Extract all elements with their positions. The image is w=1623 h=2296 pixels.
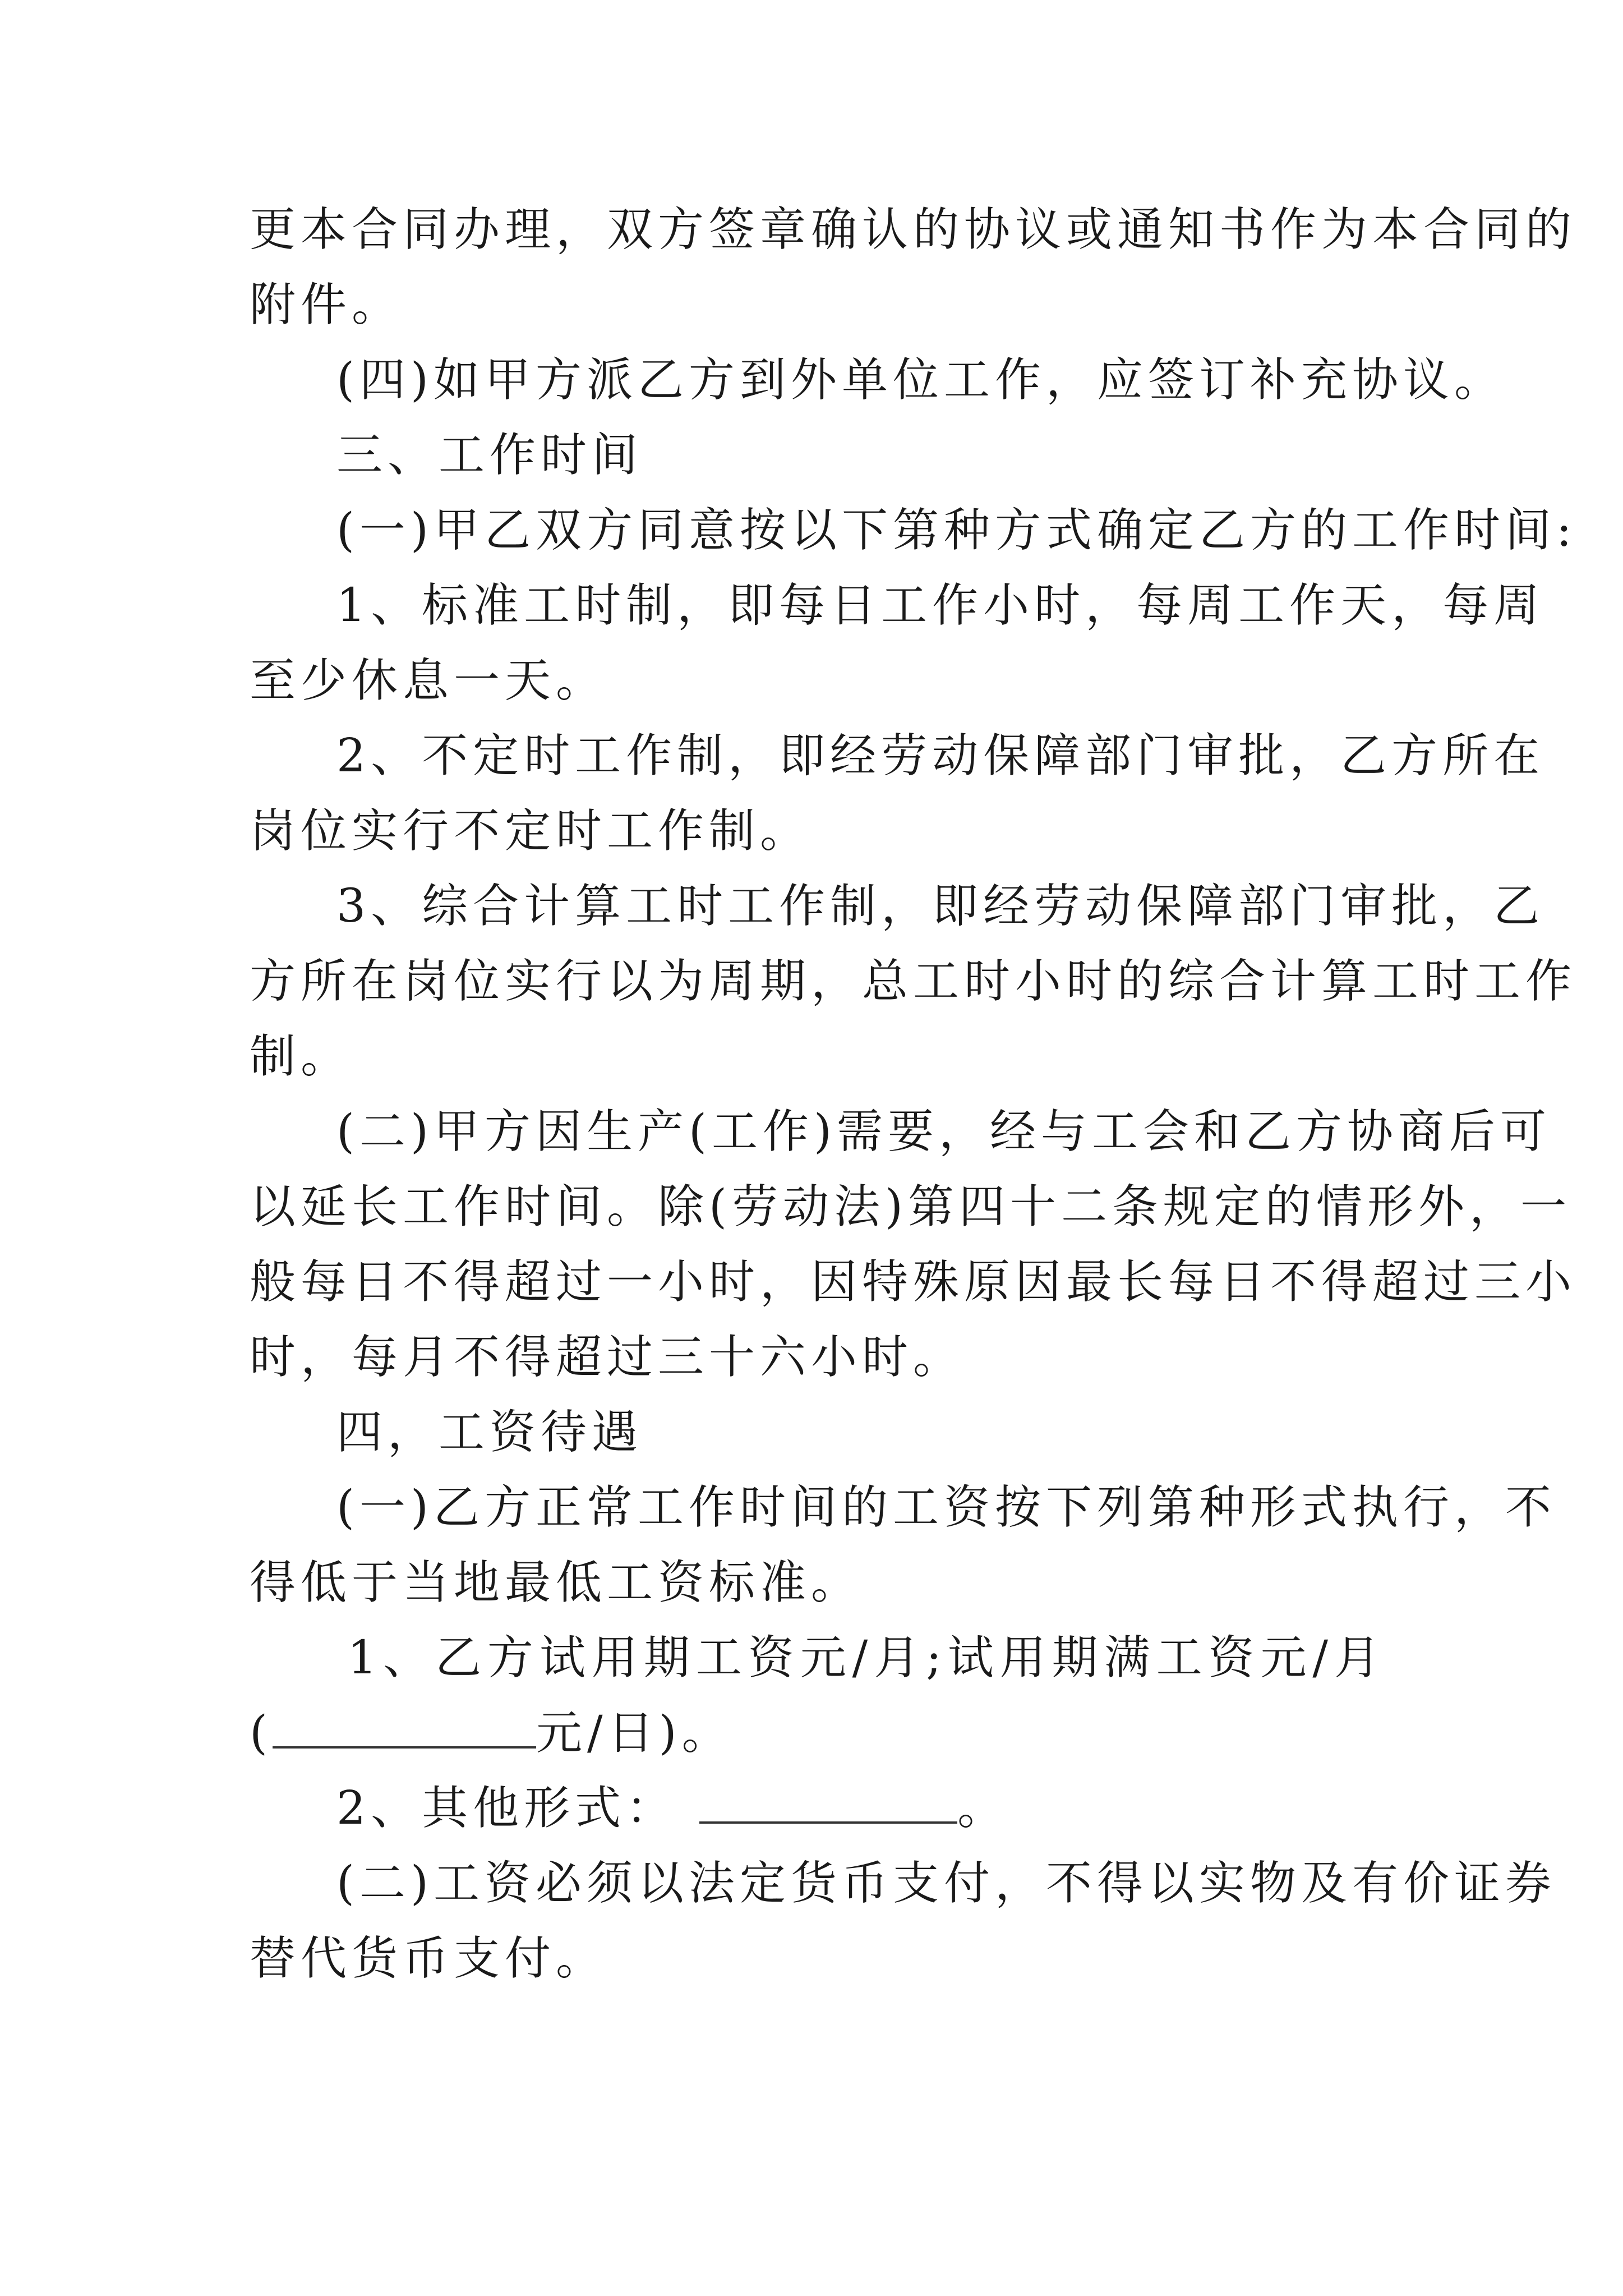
paragraph-line xyxy=(250,1705,1385,1761)
paragraph-line: 得低于当地最低工资标准。 xyxy=(250,1556,863,1609)
paragraph-line: 岗位实行不定时工作制。 xyxy=(250,804,811,858)
paragraph-line: 1、标准工时制，即每日工作小时，每周工作天，每周 xyxy=(336,579,1545,632)
paragraph-line: (二)甲方因生产(工作)需要，经与工会和乙方协商后可 xyxy=(336,1105,1551,1158)
paragraph-line: 时，每月不得超过三十六小时。 xyxy=(250,1331,965,1384)
paragraph-line: 至少休息一天。 xyxy=(250,654,607,707)
other-form-label: 2、其他形式： xyxy=(336,1782,677,1835)
daily-wage-blank[interactable] xyxy=(273,1707,536,1749)
section-heading-3: 三、工作时间 xyxy=(336,429,643,482)
daily-wage-unit: 元/日)。 xyxy=(536,1706,733,1760)
paragraph-line: 1、乙方试用期工资元/月;试用期满工资元/月 xyxy=(348,1631,1385,1685)
paragraph-line: 3、综合计算工时工作制，即经劳动保障部门审批，乙 xyxy=(336,880,1545,933)
section-heading-4: 四，工资待遇 xyxy=(336,1406,643,1459)
other-form-blank[interactable] xyxy=(699,1782,957,1824)
paragraph-line: 更本合同办理，双方签章确认的协议或通知书作为本合同的 xyxy=(250,203,1577,256)
paragraph-line: 替代货币支付。 xyxy=(250,1932,607,1985)
other-form-end: 。 xyxy=(957,1782,1009,1835)
paragraph-line: (四)如甲方派乙方到外单位工作，应签订补充协议。 xyxy=(336,353,1505,407)
paragraph-line: (一)甲乙双方同意按以下第种方式确定乙方的工作时间: xyxy=(336,504,1577,557)
paragraph-line: 制。 xyxy=(250,1030,352,1083)
paragraph-line: 以延长工作时间。除(劳动法)第四十二条规定的情形外，一 xyxy=(250,1180,1571,1234)
paren-open: ( xyxy=(250,1706,273,1760)
paragraph-line: 般每日不得超过一小时，因特殊原因最长每日不得超过三小 xyxy=(250,1255,1577,1309)
paragraph-line: (一)乙方正常工作时间的工资按下列第种形式执行，不 xyxy=(336,1481,1556,1534)
paragraph-line: 方所在岗位实行以为周期，总工时小时的综合计算工时工作 xyxy=(250,955,1577,1008)
paragraph-line xyxy=(336,1780,1385,1837)
paragraph-line: 附件。 xyxy=(250,278,403,332)
paragraph-line: (二)工资必须以法定货币支付，不得以实物及有价证券 xyxy=(336,1857,1556,1910)
paragraph-line: 2、不定时工作制，即经劳动保障部门审批，乙方所在 xyxy=(336,729,1545,783)
